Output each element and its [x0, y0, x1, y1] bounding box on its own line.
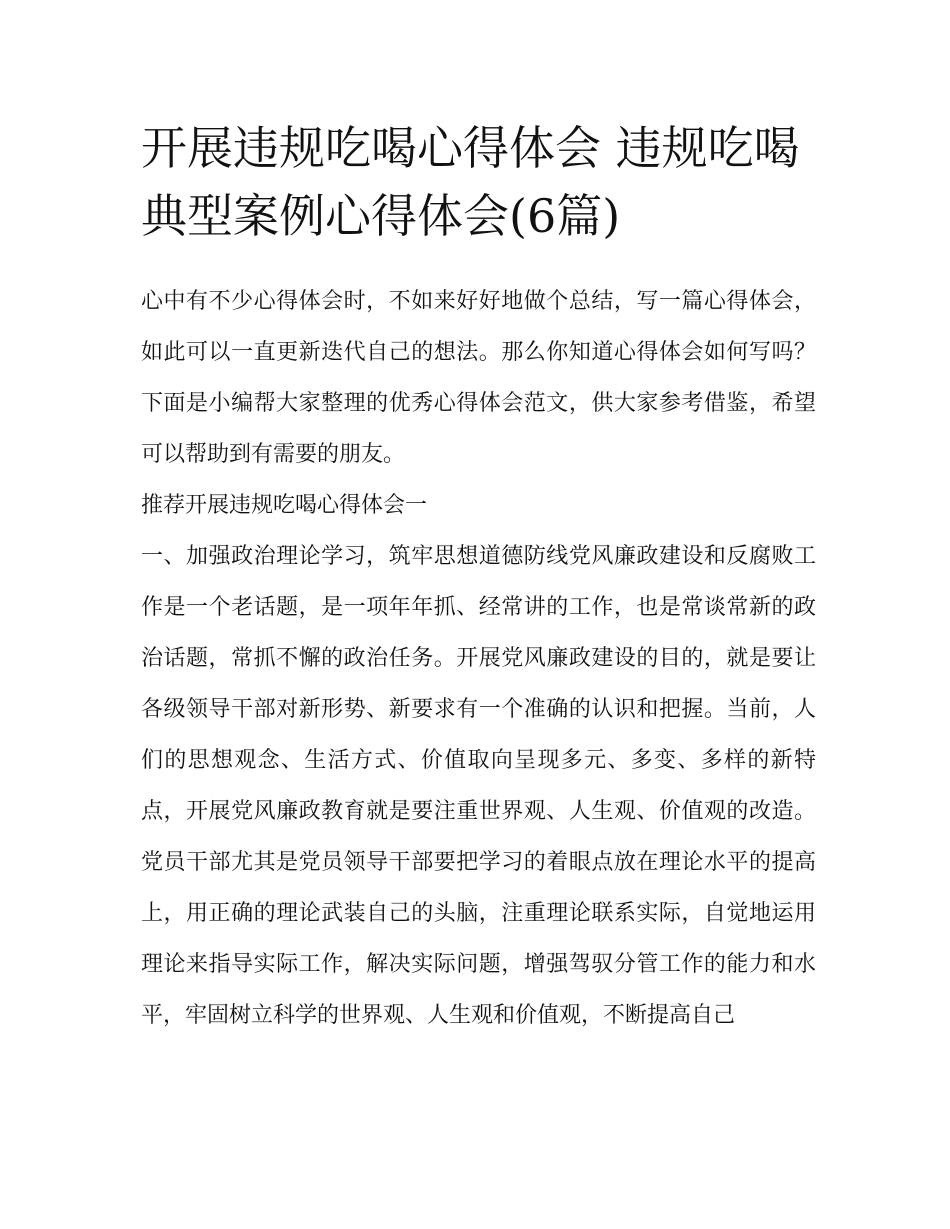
document-title: 开展违规吃喝心得体会 违规吃喝典型案例心得体会(6篇) [141, 121, 800, 243]
section-subheading: 推荐开展违规吃喝心得体会一 [141, 493, 428, 518]
intro-paragraph: 心中有不少心得体会时，不如来好好地做个总结，写一篇心得体会，如此可以一直更新迭代自己的想法。那么你知道心得体会如何写吗？下面是小编帮大家整理的优秀心得体会范文，供大家参考借鉴，希望可以帮助到有需要的朋友。 [141, 289, 816, 467]
section-paragraph: 一、加强政治理论学习，筑牢思想道德防线党风廉政建设和反腐败工作是一个老话题，是一项年年抓、经常讲的工作，也是常谈常新的政治话题，常抓不懈的政治任务。开展党风廉政建设的目的，就是要让各级领导干部对新形势、新要求有一个准确的认识和把握。当前，人们的思想观念、生活方式、价值取向呈现多元、多变、多样的新特点，开展党风廉政教育就是要注重世界观、人生观、价值观的改造。党员干部尤其是党员领导干部要把学习的着眼点放在理论水平的提高上，用正确的理论武装自己的头脑，注重理论联系实际，自觉地运用理论来指导实际工作，解决实际问题，增强驾驭分管工作的能力和水平，牢固树立科学的世界观、人生观和价值观，不断提高自己 [141, 544, 816, 1028]
